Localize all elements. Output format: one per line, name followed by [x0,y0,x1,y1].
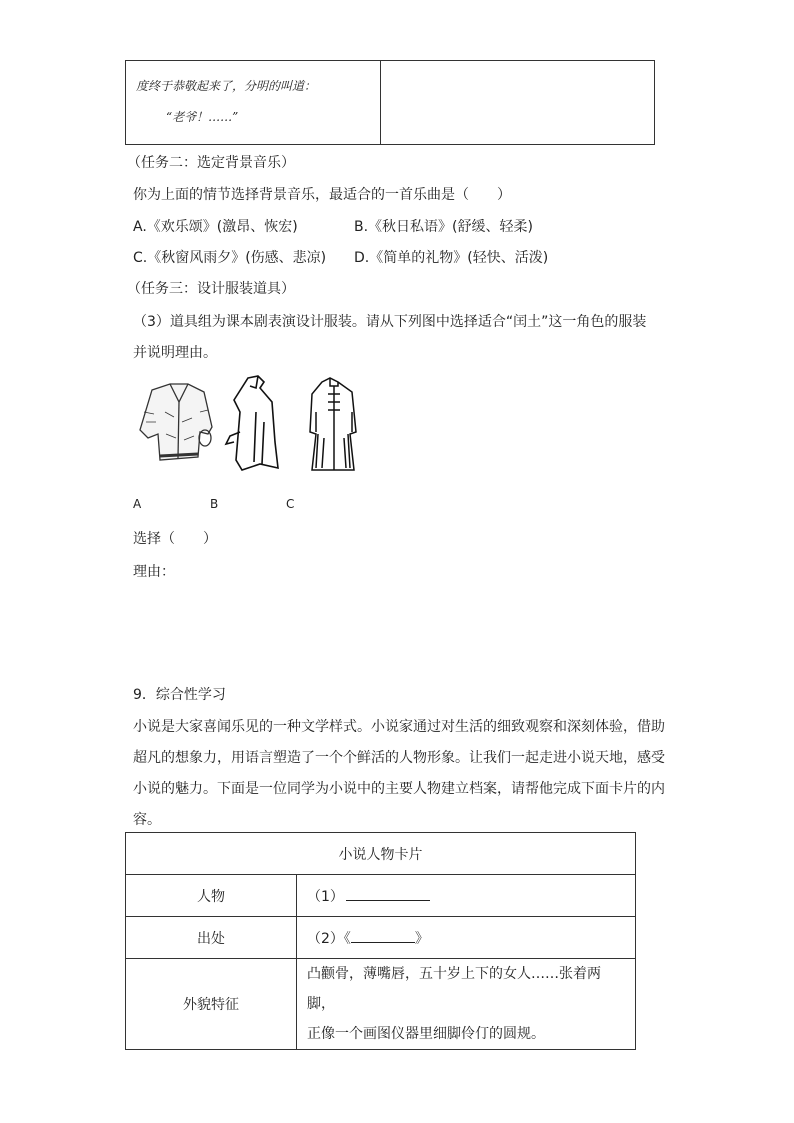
q9-paragraph-line3: 小说的魅力。下面是一位同学为小说中的主要人物建立档案，请帮他完成下面卡片的内 [133,781,665,797]
q9-paragraph-line4: 容。 [133,812,161,828]
reason-label: 理由： [133,564,175,580]
card-label-appearance: 外貌特征 [126,959,297,1050]
task3-question-line1: （3）道具组为课本剧表演设计服装。请从下列图中选择适合“闰土”这一角色的服装 [133,314,647,330]
jacket-figure-a [140,384,212,460]
q9-paragraph-line1: 小说是大家喜闻乐见的一种文学样式。小说家通过对生活的细致观察和深刻体验，借助 [133,719,665,735]
card-prefix-2: （2）《 [307,930,351,947]
task3-heading: （任务三：设计服装道具） [127,281,295,297]
gown-figure-b [226,376,278,470]
clothing-figures [130,372,370,477]
card-prefix-1: （1） [307,888,344,905]
task3-question-line2: 并说明理由。 [133,345,217,361]
card-label-character: 人物 [126,875,297,917]
task2-heading: （任务二：选定背景音乐） [127,155,295,171]
option-a: A.《欢乐颂》(激昂、恢宏) [133,219,298,235]
top-table-text-line2: “老爷！……” [166,110,239,124]
figure-label-c: C [286,497,295,511]
q9-paragraph-line2: 超凡的想象力，用语言塑造了一个个鲜活的人物形象。让我们一起走进小说天地，感受 [133,750,665,766]
appearance-line2: 正像一个画图仪器里细脚伶仃的圆规。 [307,1026,545,1042]
top-table [125,60,655,145]
card-value-source [297,917,636,959]
appearance-line1: 凸颧骨，薄嘴唇，五十岁上下的女人……张着两脚， [307,966,601,1012]
option-d: D.《简单的礼物》(轻快、活泼) [354,250,549,266]
top-table-text-line1: 度终于恭敬起来了，分明的叫道： [136,79,317,93]
card-suffix-2: 》 [414,930,429,947]
character-card-table [125,832,636,1050]
card-label-source: 出处 [126,917,297,959]
answer-blank-1[interactable] [346,886,430,901]
choice-label: 选择（ ） [133,531,217,547]
card-value-appearance [297,959,636,1050]
option-b: B.《秋日私语》(舒缓、轻柔) [354,219,533,235]
answer-blank-2[interactable] [351,928,415,943]
top-table-divider [380,61,381,144]
figure-label-b: B [210,497,219,511]
card-value-character [297,875,636,917]
option-c: C.《秋窗风雨夕》(伤感、悲凉) [133,250,327,266]
robe-figure-c [310,378,356,470]
figure-label-a: A [133,497,142,511]
q9-title: 9．综合性学习 [133,687,226,703]
task2-question: 你为上面的情节选择背景音乐，最适合的一首乐曲是（ ） [133,187,511,203]
card-title: 小说人物卡片 [126,833,636,875]
